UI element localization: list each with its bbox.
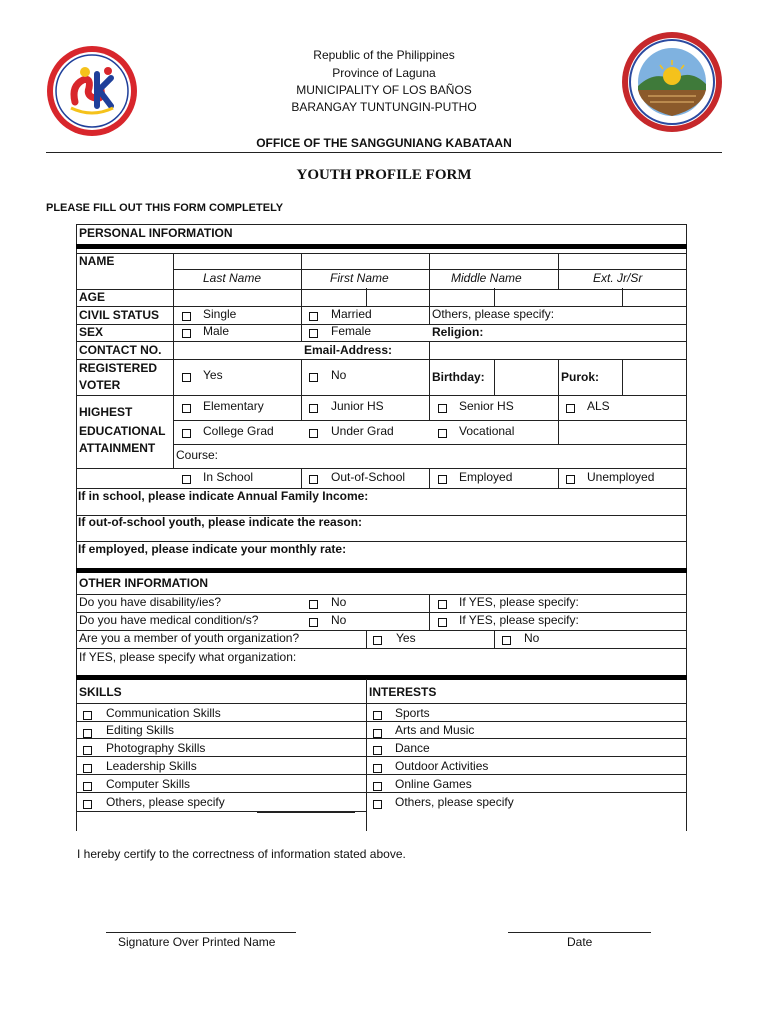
single-label: Single — [203, 307, 237, 321]
course-label: Course: — [176, 448, 219, 462]
als-label: ALS — [587, 399, 610, 413]
birthday-label: Birthday: — [432, 370, 485, 384]
skill-label: Photography Skills — [106, 741, 206, 755]
registered-label: REGISTERED — [79, 361, 158, 375]
org-no-checkbox[interactable] — [502, 636, 511, 645]
ext-field[interactable] — [559, 254, 686, 269]
skill-checkbox[interactable] — [83, 711, 92, 720]
voter-no-label: No — [331, 368, 347, 382]
vocational-checkbox[interactable] — [438, 429, 447, 438]
religion-label: Religion: — [432, 325, 484, 339]
org-yes-label: Yes — [396, 631, 416, 645]
vocational-label: Vocational — [459, 424, 515, 438]
highest-label: HIGHEST — [79, 405, 133, 419]
educational-label: EDUCATIONAL — [79, 424, 166, 438]
single-checkbox[interactable] — [182, 312, 191, 321]
interest-checkbox[interactable] — [373, 782, 382, 791]
disability-question: Do you have disability/ies? — [79, 595, 222, 609]
elementary-checkbox[interactable] — [182, 404, 191, 413]
under-grad-checkbox[interactable] — [309, 429, 318, 438]
interest-checkbox[interactable] — [373, 729, 382, 738]
skill-checkbox[interactable] — [83, 729, 92, 738]
junior-hs-label: Junior HS — [331, 399, 384, 413]
signature-label: Signature Over Printed Name — [118, 935, 276, 949]
medical-no-checkbox[interactable] — [309, 618, 318, 627]
interest-checkbox[interactable] — [373, 711, 382, 720]
interest-label: Dance — [395, 741, 430, 755]
disability-yes-checkbox[interactable] — [438, 600, 447, 609]
date-line[interactable] — [508, 932, 651, 933]
last-name-field[interactable] — [174, 254, 300, 269]
out-of-school-checkbox[interactable] — [309, 475, 318, 484]
office-title: OFFICE OF THE SANGGUNIANG KABATAAN — [256, 136, 512, 150]
form-title: YOUTH PROFILE FORM — [296, 167, 472, 183]
college-grad-checkbox[interactable] — [182, 429, 191, 438]
civil-others-label: Others, please specify: — [432, 307, 555, 321]
republic-line: Republic of the Philippines — [313, 48, 455, 62]
unemployed-label: Unemployed — [587, 470, 655, 484]
interest-label: Arts and Music — [395, 723, 475, 737]
date-label: Date — [567, 935, 593, 949]
purok-label: Purok: — [561, 370, 600, 384]
medical-yes-checkbox[interactable] — [438, 618, 447, 627]
skill-label: Others, please specify — [106, 795, 225, 809]
medical-no-label: No — [331, 613, 347, 627]
instruction-text: PLEASE FILL OUT THIS FORM COMPLETELY — [46, 202, 284, 214]
rate-question: If employed, please indicate your monthly rate: — [78, 542, 347, 556]
first-name-header: First Name — [330, 271, 389, 285]
als-checkbox[interactable] — [566, 404, 575, 413]
income-question: If in school, please indicate Annual Family Income: — [78, 489, 369, 503]
skill-checkbox[interactable] — [83, 764, 92, 773]
skill-checkbox[interactable] — [83, 782, 92, 791]
married-label: Married — [331, 307, 372, 321]
section-personal: PERSONAL INFORMATION — [79, 226, 233, 240]
header-divider — [46, 152, 722, 153]
disability-specify-label: If YES, please specify: — [459, 595, 579, 609]
under-grad-label: Under Grad — [331, 424, 394, 438]
name-label: NAME — [79, 254, 115, 268]
age-label: AGE — [79, 290, 106, 304]
female-checkbox[interactable] — [309, 329, 318, 338]
elementary-label: Elementary — [203, 399, 264, 413]
interest-label: Online Games — [395, 777, 472, 791]
contact-label: CONTACT NO. — [79, 343, 162, 357]
senior-hs-label: Senior HS — [459, 399, 514, 413]
barangay-seal — [620, 30, 724, 134]
skills-title: SKILLS — [79, 685, 122, 699]
medical-question: Do you have medical condition/s? — [79, 613, 259, 627]
org-no-label: No — [524, 631, 540, 645]
male-label: Male — [203, 324, 230, 338]
skill-checkbox[interactable] — [83, 800, 92, 809]
youth-profile-form — [76, 224, 687, 831]
interest-checkbox[interactable] — [373, 764, 382, 773]
skill-label: Editing Skills — [106, 723, 175, 737]
voter-label: VOTER — [79, 378, 121, 392]
skill-checkbox[interactable] — [83, 746, 92, 755]
female-label: Female — [331, 324, 372, 338]
org-yes-checkbox[interactable] — [373, 636, 382, 645]
signature-line[interactable] — [106, 932, 296, 933]
sex-label: SEX — [79, 325, 104, 339]
in-school-checkbox[interactable] — [182, 475, 191, 484]
voter-yes-checkbox[interactable] — [182, 373, 191, 382]
interest-label: Others, please specify — [395, 795, 514, 809]
ext-header: Ext. Jr/Sr — [593, 271, 643, 285]
junior-hs-checkbox[interactable] — [309, 404, 318, 413]
first-name-field[interactable] — [302, 254, 428, 269]
in-school-label: In School — [203, 470, 254, 484]
voter-yes-label: Yes — [203, 368, 223, 382]
interests-title: INTERESTS — [369, 685, 437, 699]
province-line: Province of Laguna — [332, 66, 436, 80]
attainment-label: ATTAINMENT — [79, 441, 156, 455]
senior-hs-checkbox[interactable] — [438, 404, 447, 413]
municipality-line: MUNICIPALITY OF LOS BAÑOS — [296, 83, 472, 97]
age-field[interactable] — [174, 290, 300, 305]
interest-label: Sports — [395, 706, 430, 720]
skill-label: Communication Skills — [106, 706, 221, 720]
middle-name-header: Middle Name — [451, 271, 522, 285]
voter-no-checkbox[interactable] — [309, 373, 318, 382]
married-checkbox[interactable] — [309, 312, 318, 321]
disability-no-checkbox[interactable] — [309, 600, 318, 609]
out-of-school-label: Out-of-School — [331, 470, 406, 484]
section-other: OTHER INFORMATION — [79, 576, 209, 590]
skill-label: Computer Skills — [106, 777, 191, 791]
medical-specify-label: If YES, please specify: — [459, 613, 579, 627]
email-label: Email-Address: — [304, 343, 393, 357]
skill-label: Leadership Skills — [106, 759, 197, 773]
last-name-header: Last Name — [203, 271, 262, 285]
certify-statement: I hereby certify to the correctness of information stated above. — [77, 847, 406, 861]
contact-field[interactable] — [174, 342, 300, 358]
employed-checkbox[interactable] — [438, 475, 447, 484]
male-checkbox[interactable] — [182, 329, 191, 338]
civil-status-label: CIVIL STATUS — [79, 308, 160, 322]
interest-label: Outdoor Activities — [395, 759, 489, 773]
interest-checkbox[interactable] — [373, 746, 382, 755]
reason-question: If out-of-school youth, please indicate the reason: — [78, 515, 363, 529]
college-grad-label: College Grad — [203, 424, 274, 438]
interest-checkbox[interactable] — [373, 800, 382, 809]
section-bar — [76, 244, 687, 249]
middle-name-field[interactable] — [430, 254, 557, 269]
disability-no-label: No — [331, 595, 347, 609]
org-question: Are you a member of youth organization? — [79, 631, 300, 645]
employed-label: Employed — [459, 470, 513, 484]
unemployed-checkbox[interactable] — [566, 475, 575, 484]
org-specify-label: If YES, please specify what organization: — [79, 650, 297, 664]
barangay-line: BARANGAY TUNTUNGIN-PUTHO — [291, 100, 477, 114]
